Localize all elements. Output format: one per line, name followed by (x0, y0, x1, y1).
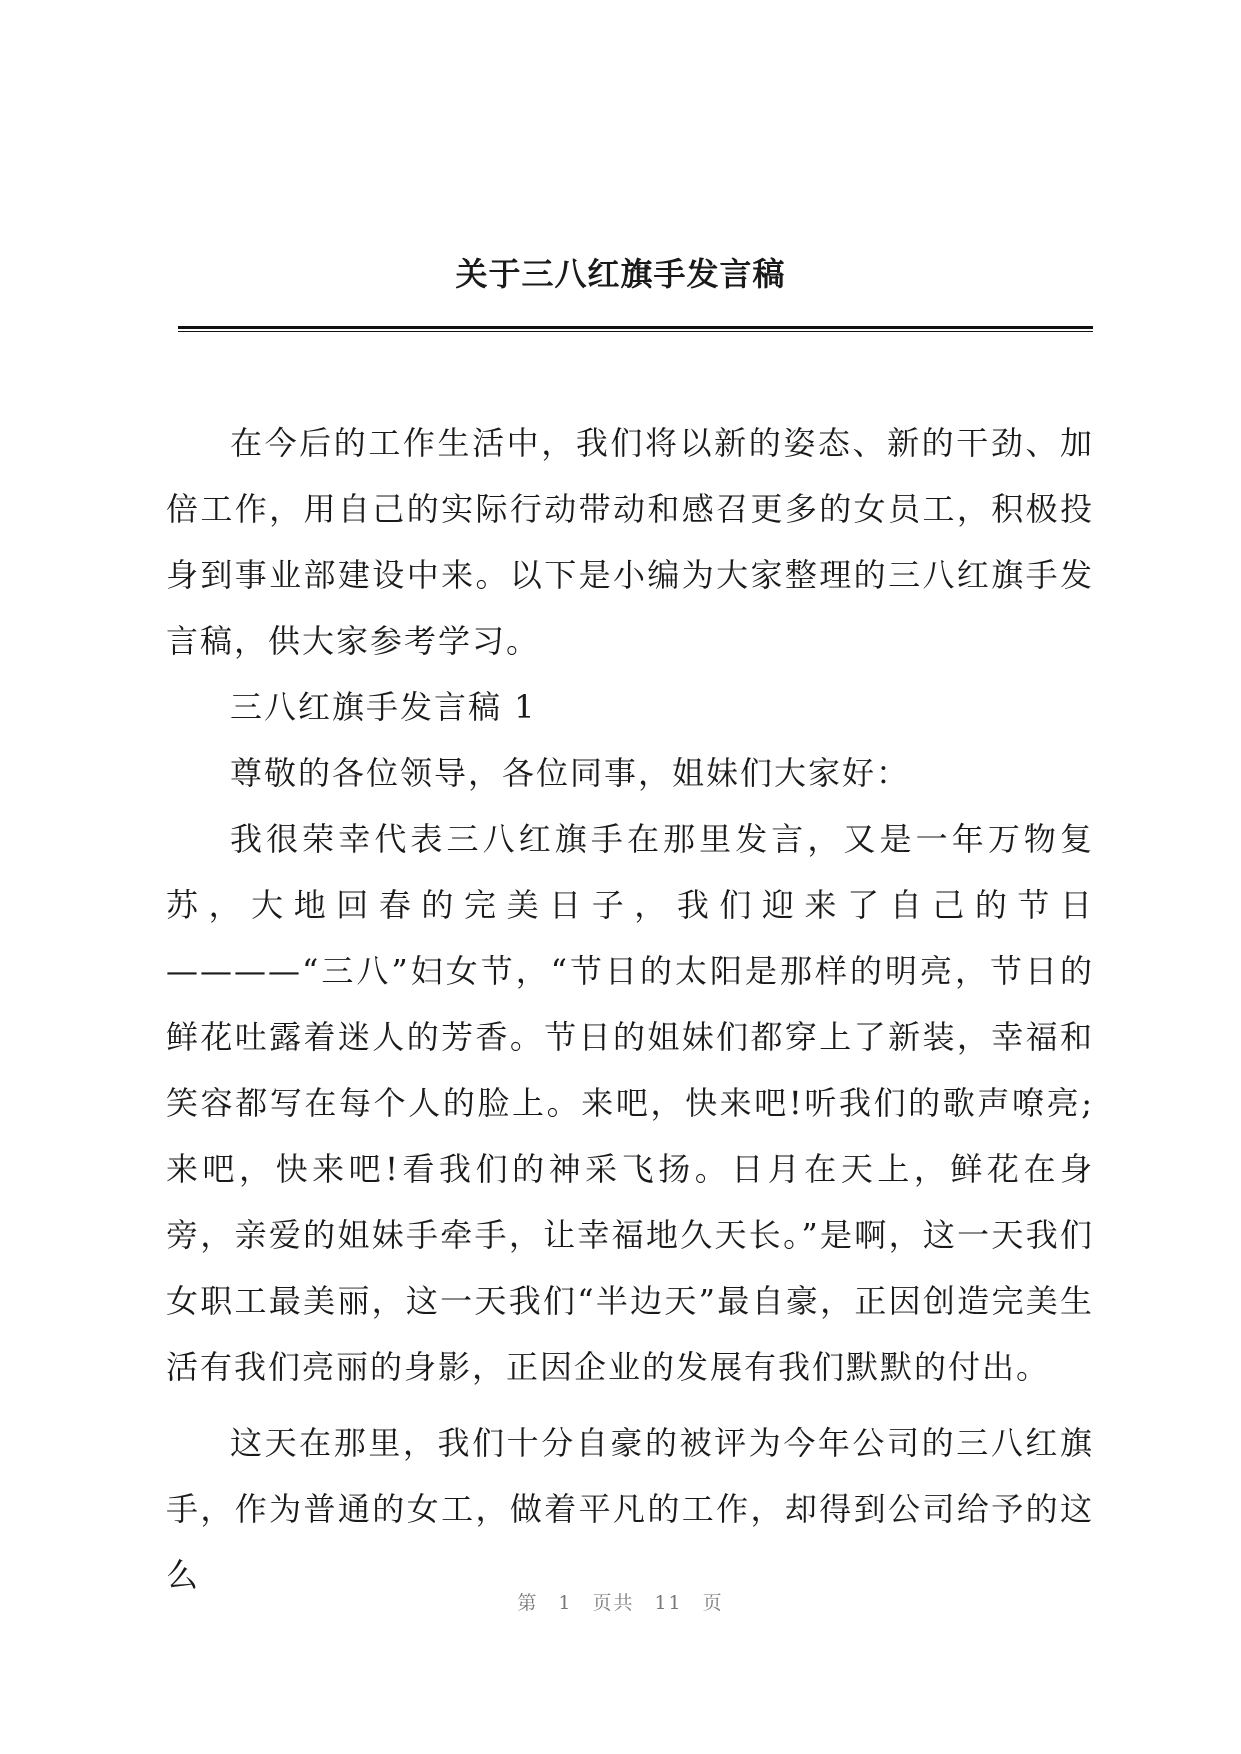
document-body (166, 410, 1094, 1608)
body-paragraph: 我很荣幸代表三八红旗手在那里发言，又是一年万物复苏，大地回春的完美日子，我们迎来了自己的节日————“三八”妇女节，“节日的太阳是那样的明亮，节日的鲜花吐露着迷人的芳香。节日的姐妹们都穿上了新装，幸福和笑容都写在每个人的脸上。来吧，快来吧!听我们的歌声嘹亮;来吧，快来吧!看我们的神采飞扬。日月在天上，鲜花在身旁，亲爱的姐妹手牵手，让幸福地久天长。”是啊，这一天我们女职工最美丽，这一天我们“半边天”最自豪，正因创造完美生活有我们亮丽的身影，正因企业的发展有我们默默的付出。 (166, 820, 1094, 1386)
page-footer (0, 1588, 1241, 1615)
page-title: 关于三八红旗手发言稿 (455, 255, 786, 293)
footer-prefix: 第 (517, 1592, 539, 1614)
footer-suffix: 页 (702, 1592, 724, 1614)
body-paragraph: 这天在那里，我们十分自豪的被评为今年公司的三八红旗手，作为普通的女工，做着平凡的工作，却得到公司给予的这么 (166, 1424, 1094, 1594)
title-divider (178, 326, 1093, 332)
footer-middle: 页共 (592, 1592, 635, 1614)
footer-total-pages: 11 (654, 1592, 683, 1614)
intro-paragraph: 在今后的工作生活中，我们将以新的姿态、新的干劲、加倍工作，用自己的实际行动带动和感召更多的女员工，积极投身到事业部建设中来。以下是小编为大家整理的三八红旗手发言稿，供大家参考学习。 (166, 424, 1094, 660)
section-heading: 三八红旗手发言稿 1 (230, 688, 537, 726)
footer-current-page: 1 (558, 1592, 573, 1614)
salutation-paragraph: 尊敬的各位领导，各位同事，姐妹们大家好： (230, 754, 911, 792)
